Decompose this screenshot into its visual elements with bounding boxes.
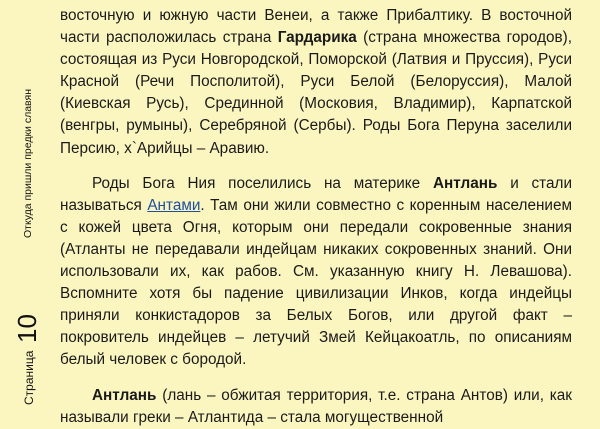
main-text — [60, 5, 572, 429]
page-number: 10 — [12, 314, 42, 343]
term-gardarika: Гардарика — [277, 29, 357, 47]
sidebar — [0, 0, 50, 423]
book-title: Откуда пришли предки славян — [22, 89, 34, 238]
text-run: Роды Бога Ния поселились на материке — [92, 174, 433, 192]
text-run: (страна множества городов), состоящая из Руси Новгородской, Поморской (Латвия и Пруссия), Руси Красной (Речи Посполитой), Руси Белой (Белоруссия), Малой (Киевская Русь), Срединной (Московия, Владимир), Карпатской (венгры, румыны), Серебряной (Сербы). Роды Бога Перуна заселили Персию, х`Арийцы – Аравию. — [60, 29, 572, 157]
paragraph-1 — [60, 5, 572, 160]
link-antami[interactable]: Антами — [147, 196, 201, 214]
text-run: восточную и южную части Венеи, а также Прибалтику. В восточной части расположилась страна — [60, 7, 572, 47]
text-run: и стали называться — [60, 174, 572, 214]
paragraph-2 — [60, 173, 572, 372]
term-antlan: Антлань — [432, 174, 498, 192]
page-label: Страница — [22, 350, 36, 405]
paragraph-3 — [60, 385, 572, 429]
text-run: . Там они жили совместно с коренным населением с кожей цвета Огня, которым они передали сокровенные знания (Атланты не передавали индейцам никаких сокровенных знаний. Они использовали их, как рабов. См. указанную книгу Н. Левашова). Вспомните хотя бы падение цивилизации Инков, когда индейцы приняли конкистадоров за Белых Богов, или другой факт – покровитель индейцев – летучий Змей Кейцакоатль, по описаниям белый человек с бородой. — [60, 196, 572, 369]
text-run: (лань – обжитая территория, т.е. страна Антов) или, как называли греки – Атлантида – стала могущественной — [60, 386, 572, 426]
term-antlan: Антлань — [92, 386, 157, 404]
